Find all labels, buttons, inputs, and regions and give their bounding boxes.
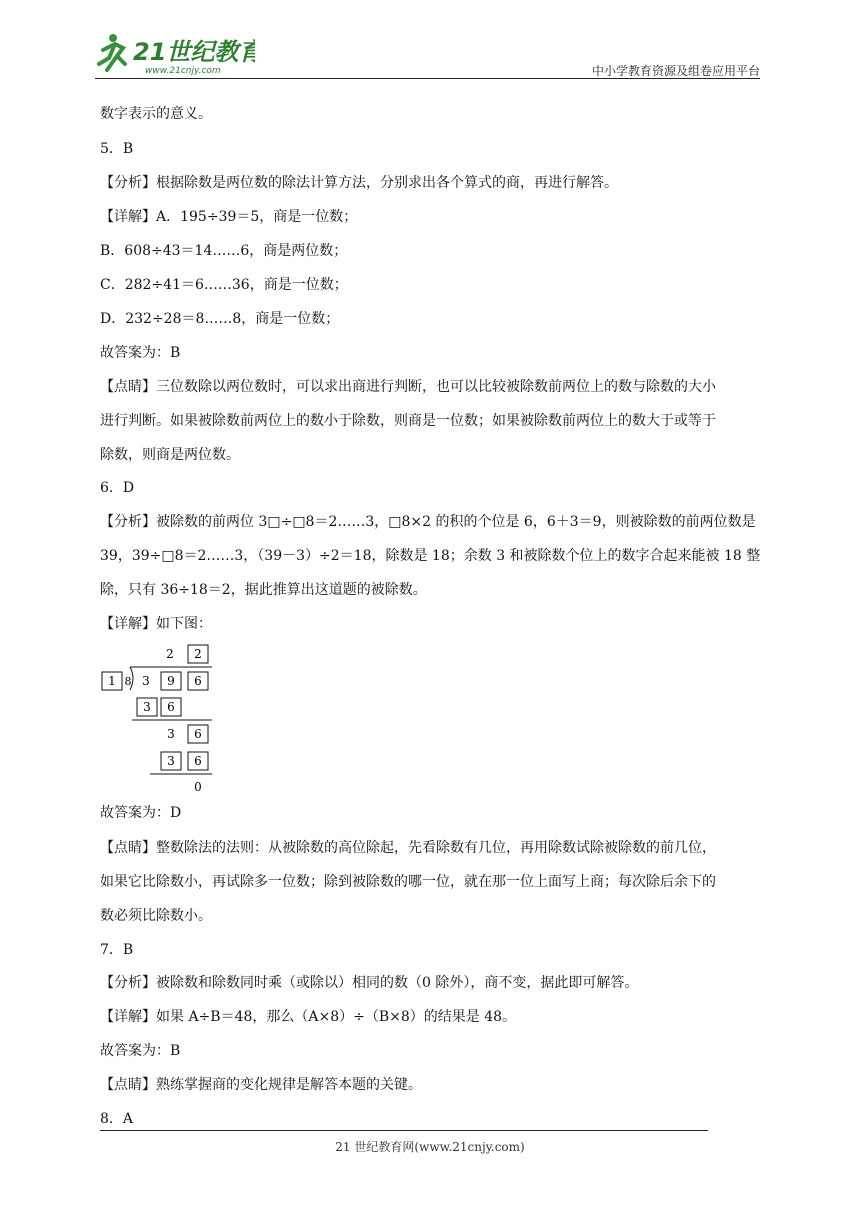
quotient-digit: 2 bbox=[166, 647, 174, 661]
text-line: 【点睛】熟练掌握商的变化规律是解答本题的关键。 bbox=[100, 1077, 422, 1093]
divisor-digit: 8 bbox=[124, 675, 132, 688]
logo-text: 21世纪教育 bbox=[133, 38, 255, 66]
text-line: 【分析】被除数的前两位 3□÷□8＝2……3，□8×2 的积的个位是 6，6＋3＝9，则被除数的前两位数是 bbox=[100, 514, 756, 530]
text-line: 【点睛】整数除法的法则：从被除数的高位除起，先看除数有几位，再用除数试除被除数的前几位， bbox=[100, 840, 716, 856]
header-platform-title: 中小学教育资源及组卷应用平台 bbox=[591, 64, 760, 78]
question-number: 8．A bbox=[100, 1111, 134, 1127]
text-line: 数字表示的意义。 bbox=[100, 106, 212, 122]
answer-line: 故答案为：D bbox=[100, 805, 182, 821]
text-line: 【详解】A．195÷39＝5，商是一位数； bbox=[100, 209, 358, 225]
question-number: 5．B bbox=[100, 141, 134, 157]
dividend-digit: 9 bbox=[167, 674, 175, 688]
text-line: D．232÷28＝8……8，商是一位数； bbox=[100, 311, 340, 327]
text-line: 【点睛】三位数除以两位数时，可以求出商进行判断，也可以比较被除数前两位上的数与除数的大小 bbox=[100, 379, 716, 395]
quotient-digit: 2 bbox=[194, 647, 202, 661]
logo-graphic bbox=[95, 30, 255, 76]
text-line: 进行判断。如果被除数前两位上的数小于除数，则商是一位数；如果被除数前两位上的数大于或等于 bbox=[100, 413, 716, 429]
step-digit: 3 bbox=[143, 700, 151, 714]
page-footer: 21 世纪教育网(www.21cnjy.com) bbox=[335, 1140, 525, 1154]
divisor-digit: 1 bbox=[108, 674, 116, 688]
page-header bbox=[95, 30, 760, 80]
answer-line: 故答案为：B bbox=[100, 345, 181, 361]
long-division-diagram bbox=[100, 640, 220, 798]
question-number: 6．D bbox=[100, 480, 135, 496]
step-digit: 3 bbox=[167, 754, 175, 768]
step-digit: 3 bbox=[167, 727, 175, 741]
logo-subtext: www.21cnjy.com bbox=[145, 66, 221, 76]
footer-divider bbox=[100, 1130, 708, 1131]
text-line: 【分析】根据除数是两位数的除法计算方法，分别求出各个算式的商，再进行解答。 bbox=[100, 175, 618, 191]
dividend-digit: 3 bbox=[142, 674, 150, 688]
question-number: 7．B bbox=[100, 942, 134, 958]
remainder-digit: 0 bbox=[194, 780, 202, 794]
dividend-digit: 6 bbox=[194, 674, 202, 688]
site-logo bbox=[95, 30, 255, 76]
text-line: 【详解】如下图： bbox=[100, 616, 212, 632]
text-line: 39，39÷□8＝2……3，（39－3）÷2＝18，除数是 18；余数 3 和被除数个位上的数字合起来能被 18 整 bbox=[100, 548, 761, 564]
text-line: 【详解】如果 A÷B＝48，那么（A×8）÷（B×8）的结果是 48。 bbox=[100, 1009, 517, 1025]
text-line: 除数，则商是两位数。 bbox=[100, 447, 240, 463]
step-digit: 6 bbox=[194, 754, 202, 768]
text-line: B．608÷43＝14……6，商是两位数； bbox=[100, 243, 348, 259]
text-line: C．282÷41＝6……36，商是一位数； bbox=[100, 277, 348, 293]
text-line: 除，只有 36÷18＝2，据此推算出这道题的被除数。 bbox=[100, 582, 427, 598]
text-line: 【分析】被除数和除数同时乘（或除以）相同的数（0 除外），商不变，据此即可解答。 bbox=[100, 975, 639, 991]
step-digit: 6 bbox=[194, 727, 202, 741]
answer-line: 故答案为：B bbox=[100, 1043, 181, 1059]
header-divider bbox=[95, 78, 760, 79]
step-digit: 6 bbox=[167, 700, 175, 714]
division-svg bbox=[100, 640, 220, 798]
text-line: 数必须比除数小。 bbox=[100, 908, 212, 924]
text-line: 如果它比除数小，再试除多一位数；除到被除数的哪一位，就在那一位上面写上商；每次除后余下的 bbox=[100, 874, 716, 890]
